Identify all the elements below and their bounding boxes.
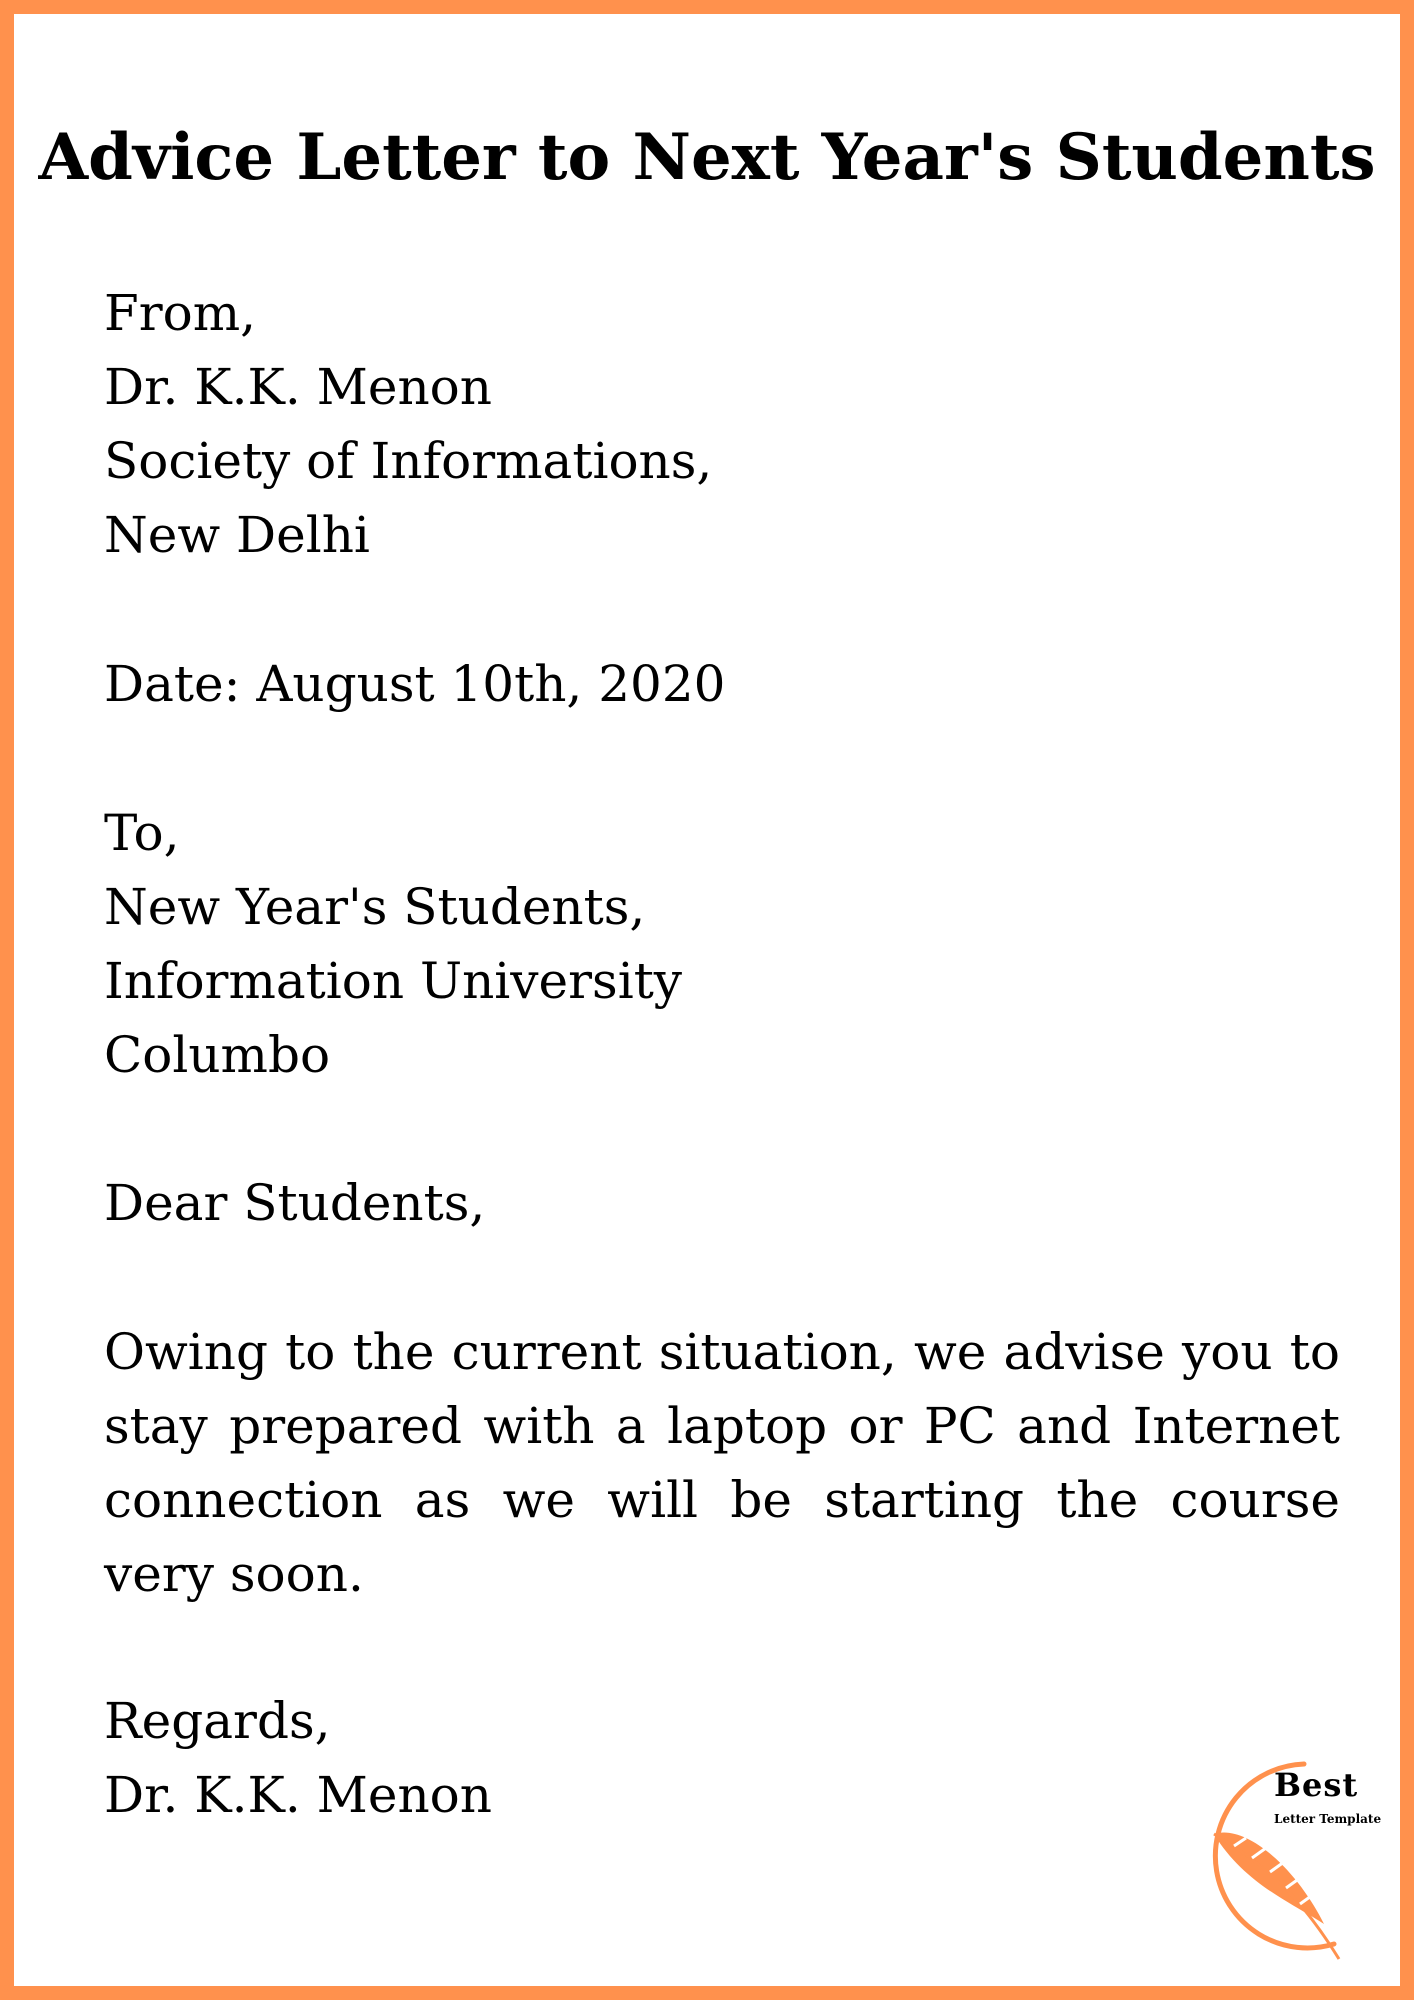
body-paragraph: Owing to the current situation, we advise you to stay prepared with a laptop or PC and Internet connection as we will be starting the course very soon. — [104, 1323, 1340, 1603]
closing-block — [104, 1684, 1338, 1832]
brand-logo — [1174, 1754, 1404, 1974]
recipient-city: Columbo — [104, 1026, 331, 1084]
recipient-organization: Information University — [104, 952, 683, 1010]
recipient-block — [104, 796, 1338, 1092]
letter-date: Date: August 10th, 2020 — [104, 655, 726, 713]
sender-organization: Society of Informations, — [104, 432, 713, 490]
letter-title: Advice Letter to Next Year's Students — [38, 120, 1376, 195]
logo-tagline: Letter Template — [1274, 1812, 1382, 1826]
salutation-block — [104, 1166, 1338, 1240]
recipient-heading: To, — [104, 804, 180, 862]
sender-name: Dr. K.K. Menon — [104, 358, 492, 416]
recipient-name: New Year's Students, — [104, 878, 646, 936]
closing: Regards, — [104, 1692, 331, 1750]
sender-heading: From, — [104, 284, 257, 342]
sender-block — [104, 276, 1338, 572]
salutation: Dear Students, — [104, 1174, 486, 1232]
date-block — [104, 647, 1338, 721]
signature-name: Dr. K.K. Menon — [104, 1766, 492, 1824]
logo-brand-text: Best — [1274, 1766, 1359, 1804]
sender-city: New Delhi — [104, 506, 370, 564]
